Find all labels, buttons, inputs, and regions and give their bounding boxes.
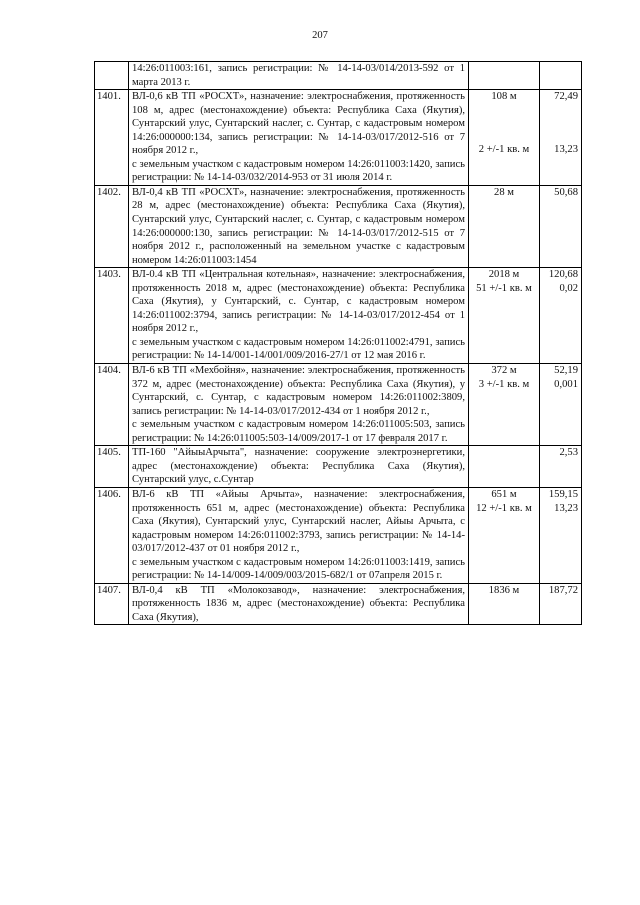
- object-size-cell: [469, 446, 540, 488]
- object-size-cell: [469, 268, 540, 364]
- land-plot-value: 0,02: [559, 282, 578, 294]
- object-description-text: ТП-160 "АйыыАрчыта", назначение: сооружение электроэнергетики, адрес (местонахождение) объекта: Республика Саха (Якутия), Сунтарский улус, с.Сунтар: [132, 447, 465, 486]
- land-plot-size: 51 +/-1 кв. м: [476, 282, 532, 294]
- object-value-cell: [540, 487, 582, 583]
- object-value: 2,53: [559, 447, 578, 459]
- object-description: [129, 62, 469, 90]
- object-value: 120,68: [548, 269, 578, 281]
- object-description-text: ВЛ-6 кВ ТП «Айыы Арчыта», назначение: электроснабжения, протяженность 651 м, адрес (местонахождение) объекта: Республика Саха (Якутия), Сунтарский улус, Сунтарский наслег, Айыы Арчыта, с кадастровым номером 14:26:011002:3793, запись регистрации: № 14-14-03/017/2012-437 от 01 ноября 2012 г.,: [132, 488, 465, 555]
- object-description: [129, 364, 469, 446]
- object-value-cell: [540, 90, 582, 186]
- object-size: 108 м: [491, 91, 517, 103]
- object-description: [129, 90, 469, 186]
- object-description: [129, 185, 469, 267]
- object-description-text: ВЛ-0.4 кВ ТП «Центральная котельная», назначение: электроснабжения, протяженность 2018 м, адрес (местонахождение) объекта: Республика Саха (Якутия), у Сунтарский, с. Сунтар, с кадастровым номером 14:26:011002:3794, запись регистрации: № 14-14-03/017/2012-454 от 1 ноября 2012 г.,: [132, 269, 465, 335]
- table-row: [95, 446, 582, 488]
- object-description-text: ВЛ-0,6 кВ ТП «РОСХТ», назначение: электроснабжения, протяженность 108 м, адрес (местонахождение) объекта: Республика Саха (Якутия), Сунтарский улус, Сунтарский наслег, с. Сунтар, с кадастровым номером 14:26:000000:134, запись регистрации: № 14-14-03/017/2012-516 от 7 ноября 2012 г.,: [132, 91, 465, 157]
- object-size: 2018 м: [488, 269, 520, 281]
- land-plot-value: 0,001: [554, 378, 578, 390]
- row-number: 1403.: [95, 268, 129, 364]
- object-description-text: ВЛ-0,4 кВ ТП «Молокозавод», назначение: электроснабжения, протяженность 1836 м, адрес (местонахождение) объекта: Республика Саха (Якутия),: [132, 584, 465, 623]
- object-size-cell: [469, 364, 540, 446]
- object-value-cell: [540, 446, 582, 488]
- object-value: 72,49: [554, 91, 578, 103]
- table-row: [95, 268, 582, 364]
- land-plot-description-text: с земельным участком с кадастровым номером 14:26:011003:1420, запись регистрации: № 14-14-03/032/2014-953 от 31 июля 2014 г.: [132, 158, 465, 184]
- row-number: [95, 62, 129, 90]
- object-size-cell: [469, 583, 540, 625]
- land-plot-description-text: с земельным участком с кадастровым номером 14:26:011003:1419, запись регистрации: № 14-14/009-14/009/003/2015-682/1 от 07апреля 2015 г.: [132, 556, 465, 582]
- object-value-cell: [540, 185, 582, 267]
- table-row: [95, 487, 582, 583]
- row-number: 1402.: [95, 185, 129, 267]
- object-size: 372 м: [491, 365, 517, 377]
- object-description-text: ВЛ-6 кВ ТП «Мехбойня», назначение: электроснабжения, протяженность 372 м, адрес (местонахождение) объекта: Республика Саха (Якутия), у Сунтарский, с. Сунтар, с кадастровым номером 14:26:011002:3809, запись регистрации: № 14-14-03/017/2012-434 от 1 ноября 2012 г.,: [132, 365, 465, 417]
- land-plot-size: 2 +/-1 кв. м: [478, 144, 530, 156]
- table-row: [95, 185, 582, 267]
- table-row: [95, 583, 582, 625]
- object-size: 28 м: [494, 186, 514, 198]
- land-plot-description-text: с земельным участком с кадастровым номером 14:26:011005:503, запись регистрации: № 14:26:011005:503-14/009/2017-1 от 17 февраля 2017 г.: [132, 419, 465, 444]
- land-plot-size: 3 +/-1 кв. м: [478, 378, 530, 390]
- object-description: [129, 446, 469, 488]
- land-plot-description-text: с земельным участком с кадастровым номером 14:26:011002:4791, запись регистрации: № 14-14/001-14/001/009/2016-27/1 от 12 мая 2016 г.: [132, 336, 465, 362]
- object-size-cell: [469, 487, 540, 583]
- row-number: 1405.: [95, 446, 129, 488]
- row-number: 1407.: [95, 583, 129, 625]
- page-number: 207: [312, 30, 328, 41]
- land-plot-size: 12 +/-1 кв. м: [476, 502, 532, 514]
- table-row: [95, 62, 582, 90]
- object-size: 1836 м: [488, 584, 520, 596]
- object-value: 50,68: [554, 186, 578, 198]
- row-number: 1406.: [95, 487, 129, 583]
- object-value-cell: [540, 268, 582, 364]
- object-value: 187,72: [548, 584, 578, 596]
- land-plot-value: 13,23: [554, 502, 578, 514]
- table-row: [95, 90, 582, 186]
- object-description: [129, 487, 469, 583]
- object-value-cell: [540, 62, 582, 90]
- row-number: 1404.: [95, 364, 129, 446]
- object-description-text: 14:26:011003:161, запись регистрации: № 14-14-03/014/2013-592 от 1 марта 2013 г.: [132, 63, 465, 88]
- object-value-cell: [540, 364, 582, 446]
- object-value: 52,19: [554, 365, 578, 377]
- object-size-cell: [469, 185, 540, 267]
- row-number: 1401.: [95, 90, 129, 186]
- object-size-cell: [469, 62, 540, 90]
- object-description: [129, 583, 469, 625]
- land-plot-value: 13,23: [554, 144, 578, 156]
- object-description: [129, 268, 469, 364]
- object-size-cell: [469, 90, 540, 186]
- object-value: 159,15: [548, 488, 578, 500]
- object-value-cell: [540, 583, 582, 625]
- object-description-text: ВЛ-0,4 кВ ТП «РОСХТ», назначение: электроснабжения, протяженность 28 м, адрес (местонахождение) объекта: Республика Саха (Якутия), Сунтарский улус, Сунтарский наслег, с. Сунтар, с кадастровым номером 14:26:000000:130, запись регистрации: № 14-14-03/017/2012-515 от 7 ноября 2012 г., расположенный на земельном участке с кадастровым номером 14:26:011003:1454: [132, 186, 465, 266]
- object-size: 651 м: [491, 488, 517, 500]
- table-row: [95, 364, 582, 446]
- property-registry-table: [94, 61, 582, 625]
